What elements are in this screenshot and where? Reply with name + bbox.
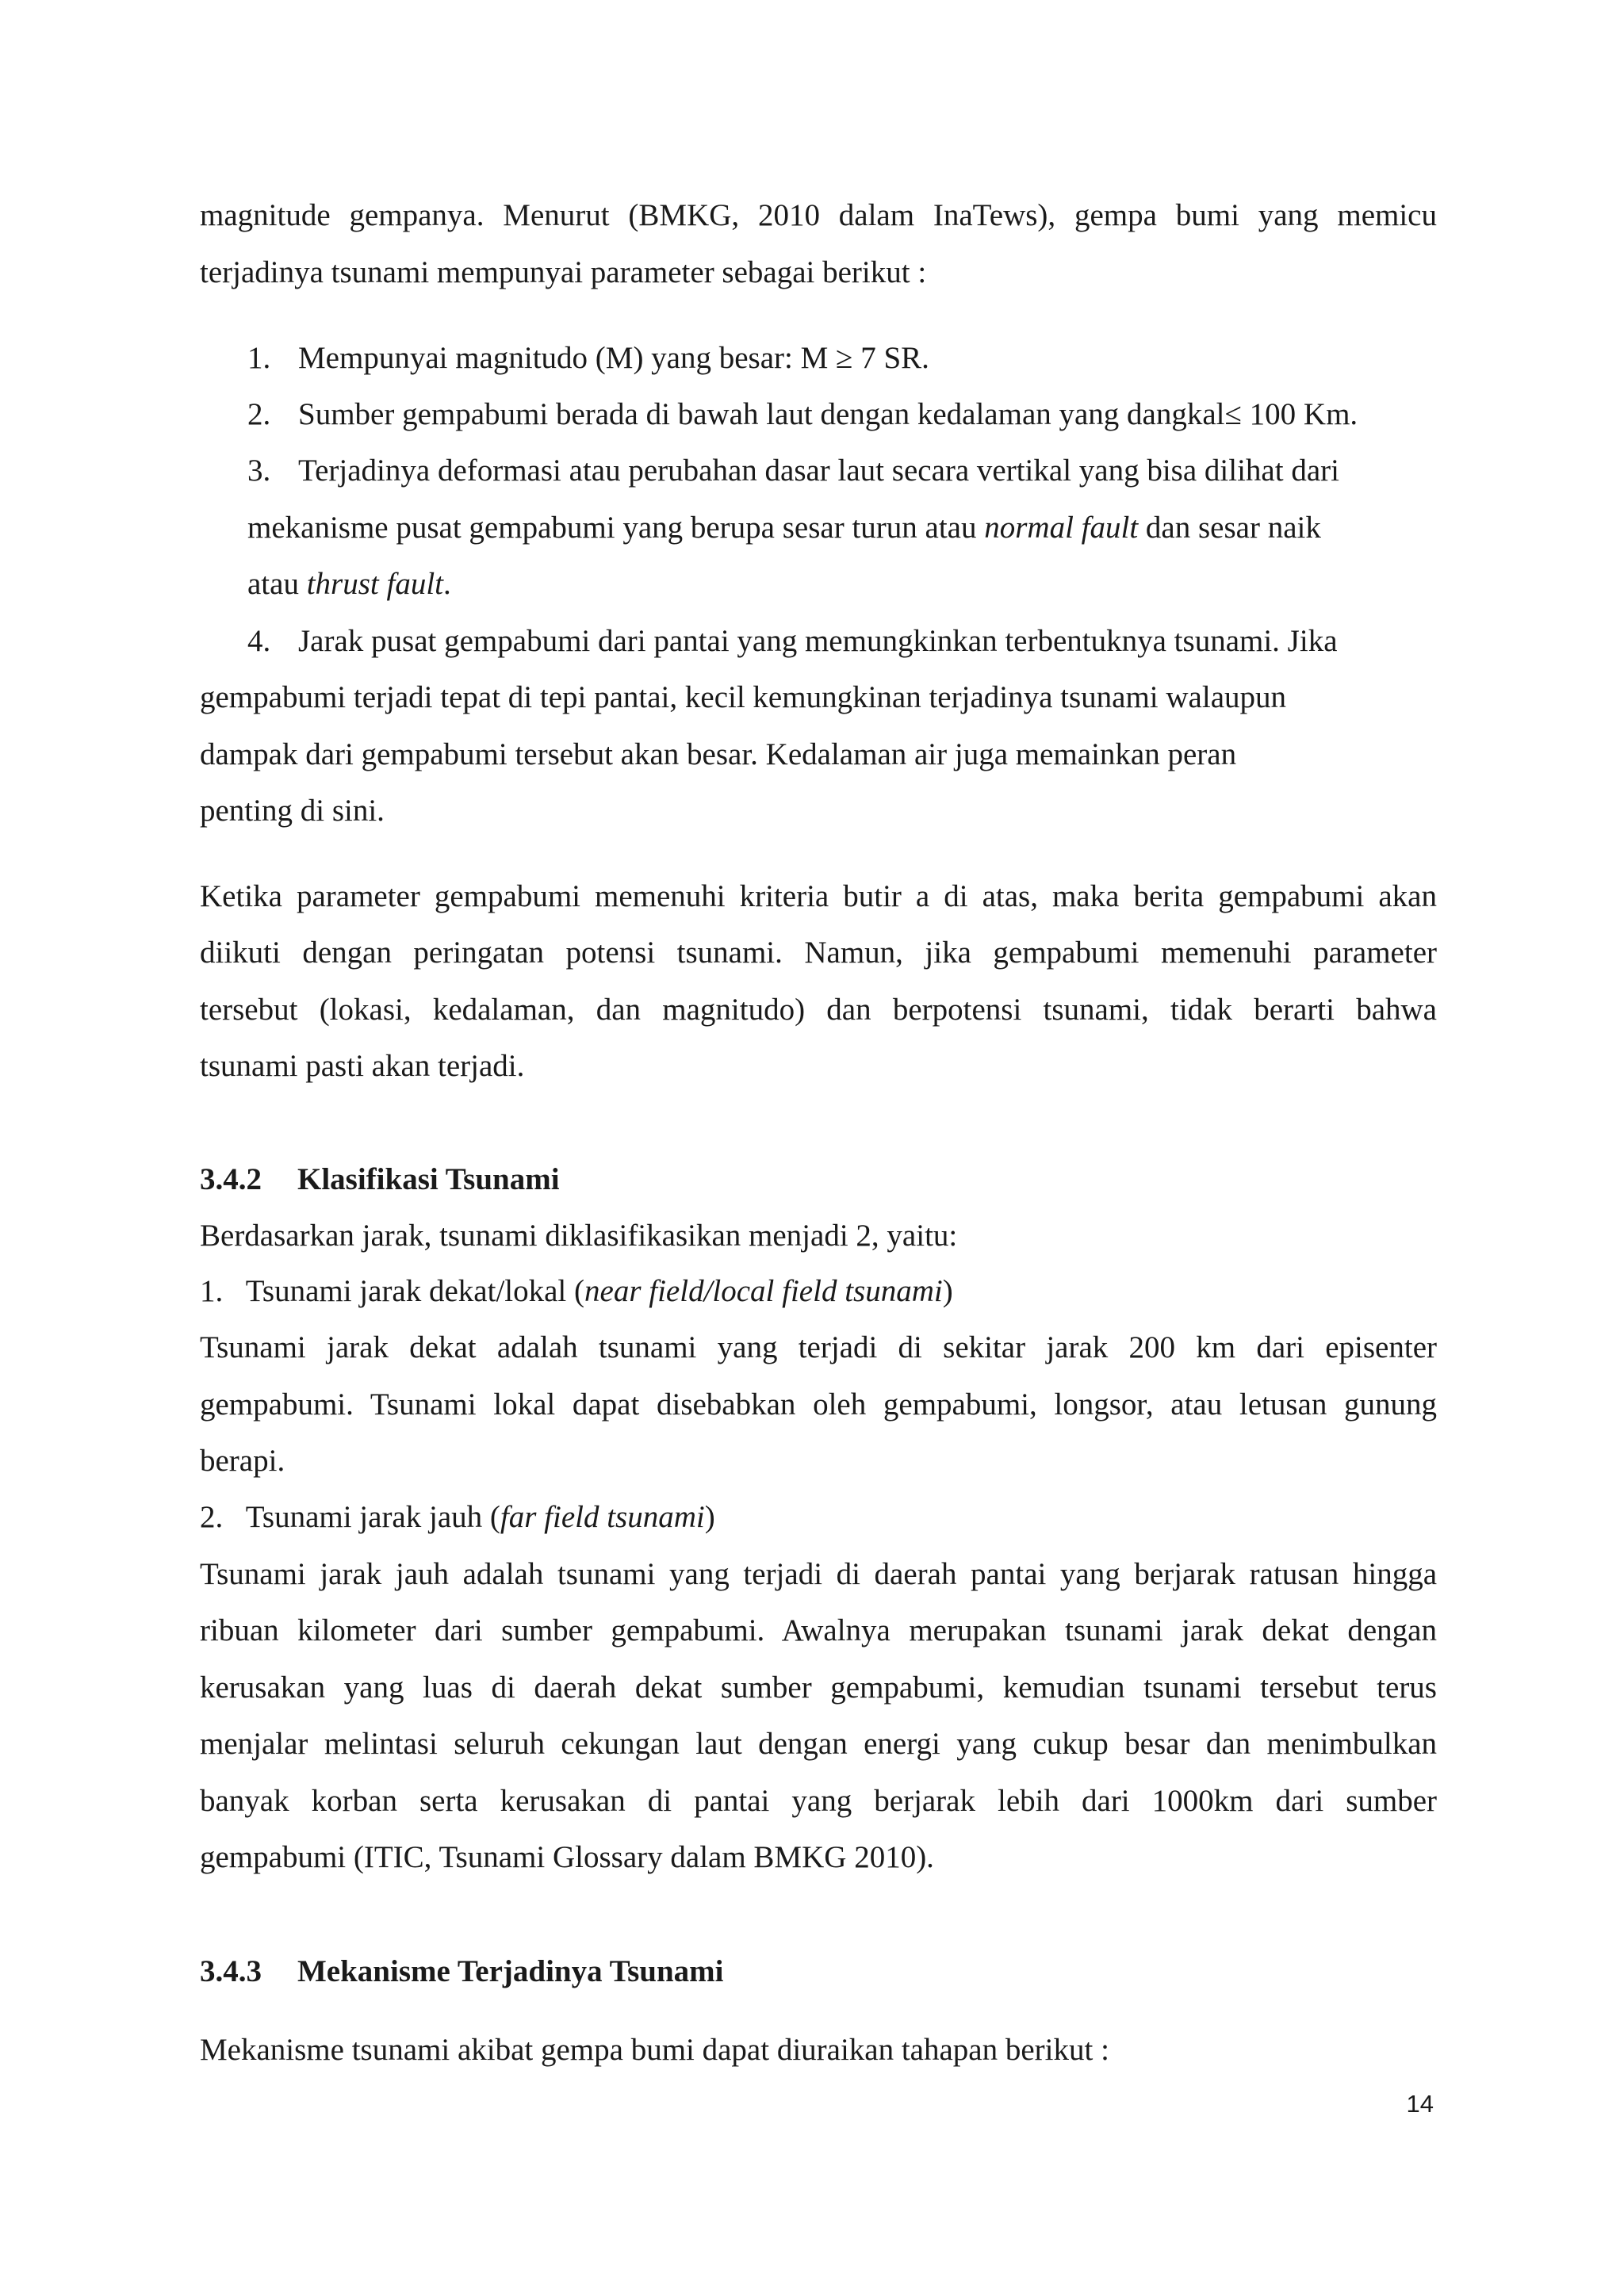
para2-line-4: tsunami pasti akan terjadi. [200, 1049, 525, 1083]
list-number: 1. [247, 341, 271, 375]
param-item-3-line-3 [247, 565, 1484, 603]
list-text: Mempunyai magnitudo (M) yang besar: M ≥ 7 SR. [298, 341, 929, 375]
param-item-4-line-2: gempabumi terjadi tepat di tepi pantai, kecil kemungkinan terjadinya tsunami walaupun [200, 680, 1287, 714]
item1-desc-line-2: gempabumi. Tsunami lokal dapat disebabkan oleh gempabumi, longsor, atau letusan gunung [200, 1387, 1437, 1422]
list-text: Jarak pusat gempabumi dari pantai yang memungkinkan terbentuknya tsunami. Jika [298, 624, 1338, 658]
list-number: 3. [247, 453, 271, 488]
section-heading-342 [200, 1161, 1437, 1199]
intro-line-2: terjadinya tsunami mempunyai parameter sebagai berikut : [200, 255, 927, 289]
param-item-1 [247, 339, 1484, 377]
section-number: 3.4.3 [200, 1954, 262, 1988]
intro-line-1: magnitude gempanya. Menurut (BMKG, 2010 dalam InaTews), gempa bumi yang memicu [200, 198, 1437, 232]
classification-item-1 [200, 1272, 1437, 1311]
list-text: Sumber gempabumi berada di bawah laut dengan kedalaman yang dangkal≤ 100 Km. [298, 397, 1358, 431]
italic-term: far field tsunami [500, 1500, 705, 1534]
text: ) [704, 1500, 715, 1534]
section-title: Klasifikasi Tsunami [297, 1162, 560, 1196]
param-item-4-line-3: dampak dari gempabumi tersebut akan besar. Kedalaman air juga memainkan peran [200, 737, 1237, 771]
item1-desc-line-3: berapi. [200, 1444, 285, 1478]
section-title: Mekanisme Terjadinya Tsunami [297, 1954, 724, 1988]
item2-desc-line-6: gempabumi (ITIC, Tsunami Glossary dalam BMKG 2010). [200, 1840, 934, 1874]
item1-desc-line-1: Tsunami jarak dekat adalah tsunami yang terjadi di sekitar jarak 200 km dari episenter [200, 1330, 1437, 1364]
list-number: 4. [247, 624, 271, 658]
param-item-3-line-2 [247, 509, 1484, 547]
para2-line-2: diikuti dengan peringatan potensi tsunami. Namun, jika gempabumi memenuhi parameter [200, 936, 1437, 970]
item2-desc-line-3: kerusakan yang luas di daerah dekat sumber gempabumi, kemudian tsunami tersebut terus [200, 1670, 1437, 1705]
param-item-2 [247, 396, 1484, 434]
classification-item-2 [200, 1498, 1437, 1536]
para2-line-1: Ketika parameter gempabumi memenuhi kriteria butir a di atas, maka berita gempabumi akan [200, 879, 1437, 913]
param-item-4 [247, 622, 1484, 660]
section-number: 3.4.2 [200, 1162, 262, 1196]
item2-desc-line-1: Tsunami jarak jauh adalah tsunami yang terjadi di daerah pantai yang berjarak ratusan hingga [200, 1557, 1437, 1591]
section-343-intro: Mekanisme tsunami akibat gempa bumi dapat diuraikan tahapan berikut : [200, 2033, 1109, 2067]
section-342-intro: Berdasarkan jarak, tsunami diklasifikasikan menjadi 2, yaitu: [200, 1219, 958, 1253]
italic-term: thrust fault [306, 567, 444, 601]
list-number: 2. [247, 397, 271, 431]
item2-desc-line-2: ribuan kilometer dari sumber gempabumi. Awalnya merupakan tsunami jarak dekat dengan [200, 1613, 1437, 1647]
para2-line-3: tersebut (lokasi, kedalaman, dan magnitudo) dan berpotensi tsunami, tidak berarti bahwa [200, 993, 1437, 1027]
italic-term: normal fault [984, 511, 1139, 545]
text: mekanisme pusat gempabumi yang berupa sesar turun atau [247, 511, 985, 545]
item2-desc-line-4: menjalar melintasi seluruh cekungan laut dengan energi yang cukup besar dan menimbulkan [200, 1727, 1437, 1761]
text: 1. Tsunami jarak dekat/lokal ( [200, 1274, 585, 1308]
text: ) [942, 1274, 953, 1308]
text: . [443, 567, 451, 601]
italic-term: near field/local field tsunami [584, 1274, 943, 1308]
item2-desc-line-5: banyak korban serta kerusakan di pantai yang berjarak lebih dari 1000km dari sumber [200, 1784, 1437, 1818]
list-text: Terjadinya deformasi atau perubahan dasar laut secara vertikal yang bisa dilihat dari [298, 453, 1339, 488]
page-number: 14 [1406, 2090, 1434, 2118]
text: 2. Tsunami jarak jauh ( [200, 1500, 500, 1534]
param-item-4-line-4: penting di sini. [200, 794, 385, 828]
text: dan sesar naik [1138, 511, 1321, 545]
section-heading-343 [200, 1953, 1437, 1991]
param-item-3 [247, 452, 1484, 490]
text: atau [247, 567, 307, 601]
